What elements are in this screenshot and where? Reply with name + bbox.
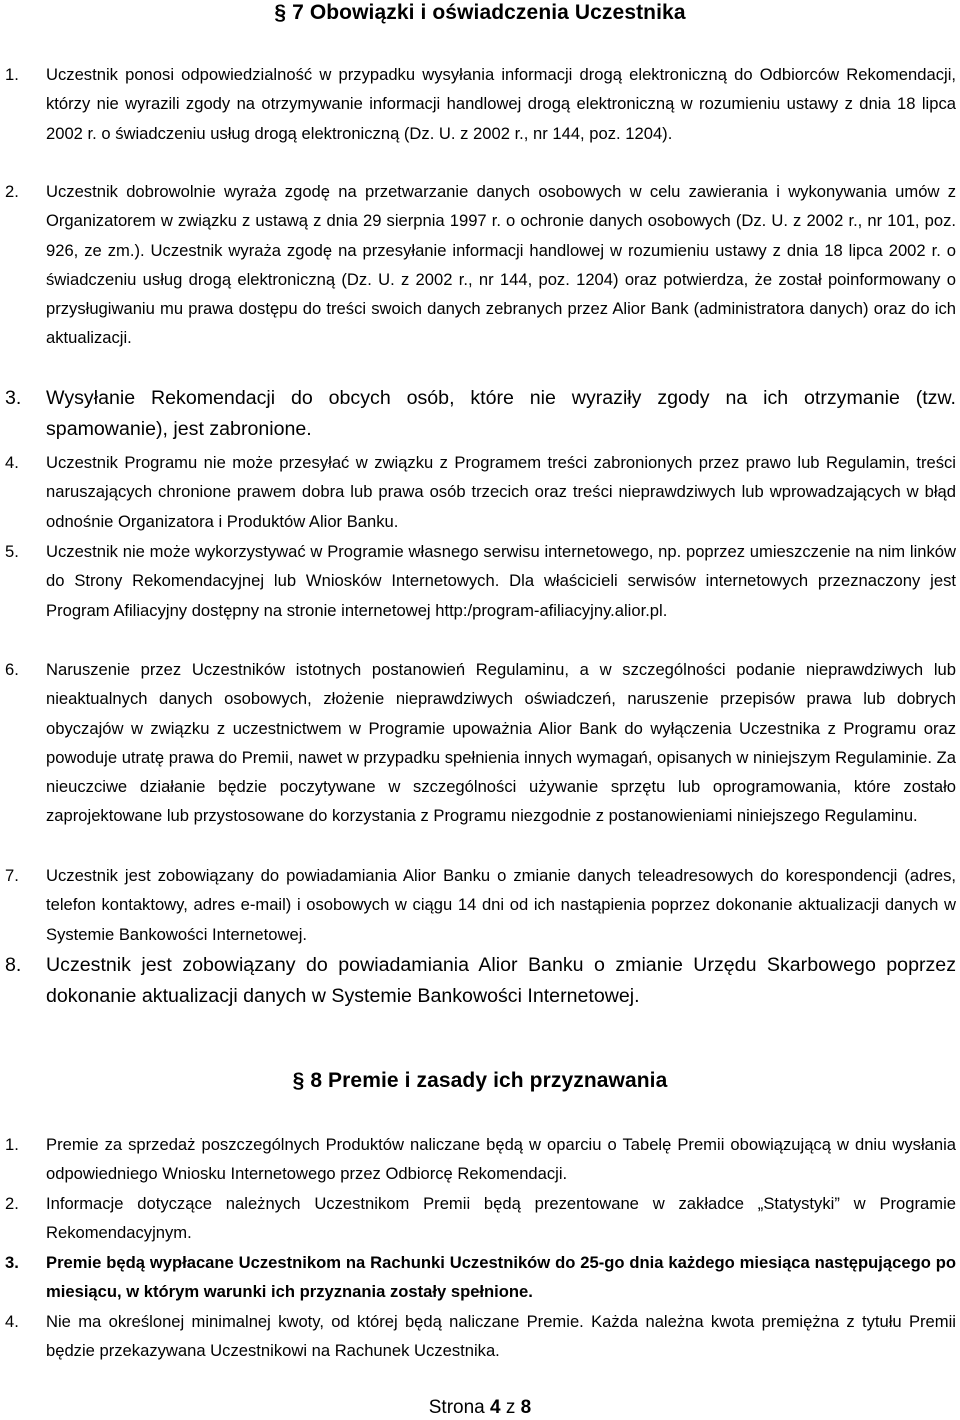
list-item-text: Naruszenie przez Uczestników istotnych postanowień Regulaminu, a w szczególności podanie nieprawdziwych lub nieaktualnych danych osobowych, złożenie nieprawdziwych oświadczeń, naruszenie przepisów prawa lub dobrych obyczajów w związku z uczestnictwem w Programie upoważnia Alior Bank do wyłączenia Uczestnika z Programu oraz powoduje utratę prawa do Premii, nawet w przypadku spełnienia innych wymagań, opisanych w niniejszym Regulaminie. Za nieuczciwe działanie będzie poczytywane w szczególności używanie sprzętu lub oprogramowania, które zostało zaprojektowane lub przystosowane do korzystania z Programu niezgodnie z postanowieniami niniejszego Regulaminu. <box>46 660 956 826</box>
footer-separator: z <box>505 1397 516 1418</box>
list-item-number: 1. <box>5 65 19 84</box>
list-item-text: Uczestnik ponosi odpowiedzialność w przypadku wysyłania informacji drogą elektroniczną do Odbiorców Rekomendacji, którzy nie wyrazili zgody na otrzymywanie informacji handlowej drogą elektroniczną w rozumieniu ustawy z dnia 18 lipca 2002 r. o świadczeniu usług drogą elektroniczną (Dz. U. z 2002 r., nr 144, poz. 1204). <box>46 65 956 143</box>
list-item-text: Uczestnik jest zobowiązany do powiadamiania Alior Banku o zmianie Urzędu Skarbowego poprzez dokonanie aktualizacji danych w Systemie Bankowości Internetowej. <box>46 954 956 1007</box>
list-item-number: 2. <box>5 1194 19 1213</box>
list-item-text: Premie za sprzedaż poszczególnych Produktów naliczane będą w oparciu o Tabelę Premii obowiązującą w dniu wysłania odpowiedniego Wniosku Internetowego przez Odbiorcę Rekomendacji. <box>46 1135 956 1184</box>
list-item-number: 1. <box>5 1135 19 1154</box>
list-item-number: 3. <box>5 1253 19 1272</box>
list-item-number: 3. <box>5 387 22 409</box>
footer-total-pages: 8 <box>520 1397 532 1418</box>
list-item-number: 5. <box>5 542 19 561</box>
list-item-number: 4. <box>5 1312 19 1331</box>
list-item-number: 2. <box>5 182 19 201</box>
list-item-number: 4. <box>5 453 19 472</box>
list-item-text: Uczestnik jest zobowiązany do powiadamiania Alior Banku o zmianie danych teleadresowych do korespondencji (adres, telefon kontaktowy, adres e-mail) i osobowych w ciągu 14 dni od ich nastąpienia poprzez dokonanie aktualizacji danych w Systemie Bankowości Internetowej. <box>46 866 956 944</box>
list-item-text: Wysyłanie Rekomendacji do obcych osób, które nie wyraziły zgody na ich otrzymanie (tzw. spamowanie), jest zabronione. <box>46 387 956 440</box>
list-item-text: Premie będą wypłacane Uczestnikom na Rachunki Uczestników do 25-go dnia każdego miesiąca następującego po miesiącu, w którym warunki ich przyznania zostały spełnione. <box>46 1253 956 1302</box>
footer-page-number: 4 <box>490 1397 501 1418</box>
page-footer <box>0 1397 960 1419</box>
list-item-number: 8. <box>5 954 22 976</box>
list-item-text: Uczestnik dobrowolnie wyraża zgodę na przetwarzanie danych osobowych w celu zawierania i wykonywania umów z Organizatorem w związku z ustawą z dnia 29 sierpnia 1997 r. o ochronie danych osobowych (Dz. U. z 2002 r., nr 101, poz. 926, ze zm.). Uczestnik wyraża zgodę na przesyłanie informacji handlowej w rozumieniu ustawy z dnia 18 lipca 2002 r. o świadczeniu usług drogą elektroniczną (Dz. U. z 2002 r., nr 144, poz. 1204) oraz potwierdza, że został poinformowany o przysługiwaniu mu prawa dostępu do treści swoich danych zebranych przez Alior Bank (administratora danych) oraz do ich aktualizacji. <box>46 182 956 348</box>
section-7-heading: § 7 Obowiązki i oświadczenia Uczestnika <box>274 1 686 24</box>
footer-prefix: Strona <box>428 1397 485 1418</box>
list-item-text: Nie ma określonej minimalnej kwoty, od której będą naliczane Premie. Każda należna kwota premiężna z tytułu Premii będzie przekazywana Uczestnikowi na Rachunek Uczestnika. <box>46 1312 956 1361</box>
list-item-number: 6. <box>5 660 19 679</box>
list-item-text: Informacje dotyczące należnych Uczestnikom Premii będą prezentowane w zakładce „Statystyki” w Programie Rekomendacyjnym. <box>46 1194 956 1243</box>
list-item-text: Uczestnik nie może wykorzystywać w Programie własnego serwisu internetowego, np. poprzez umieszczenie na nim linków do Strony Rekomendacyjnej lub Wniosków Internetowych. Dla właścicieli serwisów internetowych przeznaczony jest Program Afiliacyjny dostępny na stronie internetowej http:/program-afiliacyjny.alior.pl. <box>46 542 956 620</box>
section-8-heading: § 8 Premie i zasady ich przyznawania <box>292 1069 668 1092</box>
list-item-number: 7. <box>5 866 19 885</box>
list-item-text: Uczestnik Programu nie może przesyłać w związku z Programem treści zabronionych przez prawo lub Regulamin, treści naruszających chronione prawem dobra lub prawa osób trzecich oraz treści nieprawdziwych lub wprowadzających w błąd odnośnie Organizatora i Produktów Alior Banku. <box>46 453 956 531</box>
